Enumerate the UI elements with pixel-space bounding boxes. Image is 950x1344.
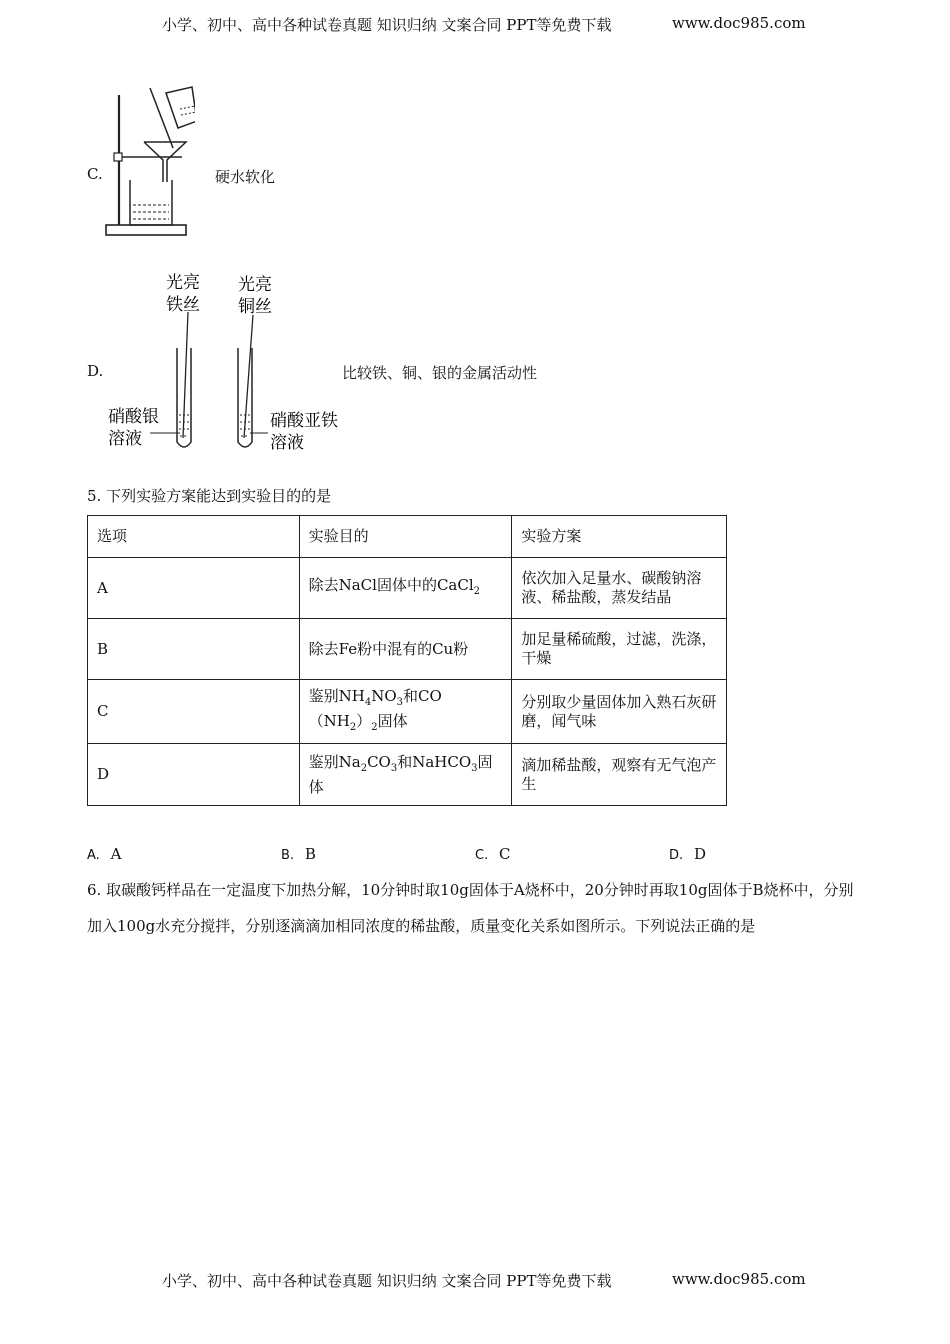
table-row [88,680,727,744]
fig-sol1-line1: 硝酸银 [108,407,159,427]
row-d-plan: 滴加稀盐酸，观察有无气泡产生 [512,744,727,806]
header-goal: 实验目的 [299,516,512,558]
row-a-goal: 除去NaCl固体中的CaCl$_2$ [299,558,512,619]
option-d-label: D. [87,362,104,380]
row-b-option: B [88,619,300,680]
fig-wire2-line2: 铜丝 [238,297,272,317]
row-c-plan: 分别取少量固体加入熟石灰研磨，闻气味 [512,680,727,744]
row-c-option: C [88,680,300,744]
stand-base [106,225,186,235]
table-row [88,619,727,680]
clamp [114,153,122,161]
table-row [88,558,727,619]
receiving-beaker [130,180,172,225]
q5-table [87,515,727,806]
row-d-goal: 鉴别$Na_2CO_3$和NaHCO$_3$固体 [299,744,512,806]
option-c-caption: 硬水软化 [215,168,276,186]
header-banner-text: 小学、初中、高中各种试卷真题 知识归纳 文案合同 PPT等免费下载 [162,16,612,34]
q5-stem: 5. 下列实验方案能达到实验目的的是 [87,487,332,505]
row-b-plan: 加足量稀硫酸，过滤，洗涤，干燥 [512,619,727,680]
iron-wire [183,312,188,438]
fig-wire1-line2: 铁丝 [166,295,200,315]
test-tubes-figure [100,270,350,460]
answer-choice-d[interactable]: D. D [669,845,706,863]
footer-url: www.doc985.com [672,1270,806,1288]
fig-sol2-line2: 溶液 [270,433,304,453]
filtration-apparatus-figure [100,85,195,241]
fig-sol1-line2: 溶液 [108,429,142,449]
row-d-option: D [88,744,300,806]
header-plan: 实验方案 [512,516,727,558]
option-c-label: C. [87,165,103,183]
row-b-goal: 除去Fe粉中混有的Cu粉 [299,619,512,680]
pouring-beaker [166,87,195,128]
q6-text: 6. 取碳酸钙样品在一定温度下加热分解，10分钟时取10g固体于A烧杯中，20分钟时再取10g固体于B烧杯中，分别加入100g水充分搅拌，分别逐滴滴加相同浓度的稀盐酸，质量变化关系如图所示。下列说法正确的是 [87,881,854,935]
fig-wire2-line1: 光亮 [238,275,272,295]
fig-wire1-line1: 光亮 [166,273,200,293]
row-a-plan: 依次加入足量水、碳酸钠溶液、稀盐酸，蒸发结晶 [512,558,727,619]
row-a-option: A [88,558,300,619]
header-option: 选项 [88,516,300,558]
row-c-goal: 鉴别$NH_4NO_3$和$CO(NH_2)_2$固体 [299,680,512,744]
fig-sol2-line1: 硝酸亚铁 [270,411,338,431]
footer-banner-text: 小学、初中、高中各种试卷真题 知识归纳 文案合同 PPT等免费下载 [162,1272,612,1290]
option-d-caption: 比较铁、铜、银的金属活动性 [342,364,538,382]
answer-choice-b[interactable]: B. B [281,845,316,863]
table-header-row [88,516,727,558]
header-url: www.doc985.com [672,14,806,32]
table-row [88,744,727,806]
answer-choice-c[interactable]: C. C [475,845,511,863]
answer-choice-a[interactable]: A. A [87,845,122,863]
